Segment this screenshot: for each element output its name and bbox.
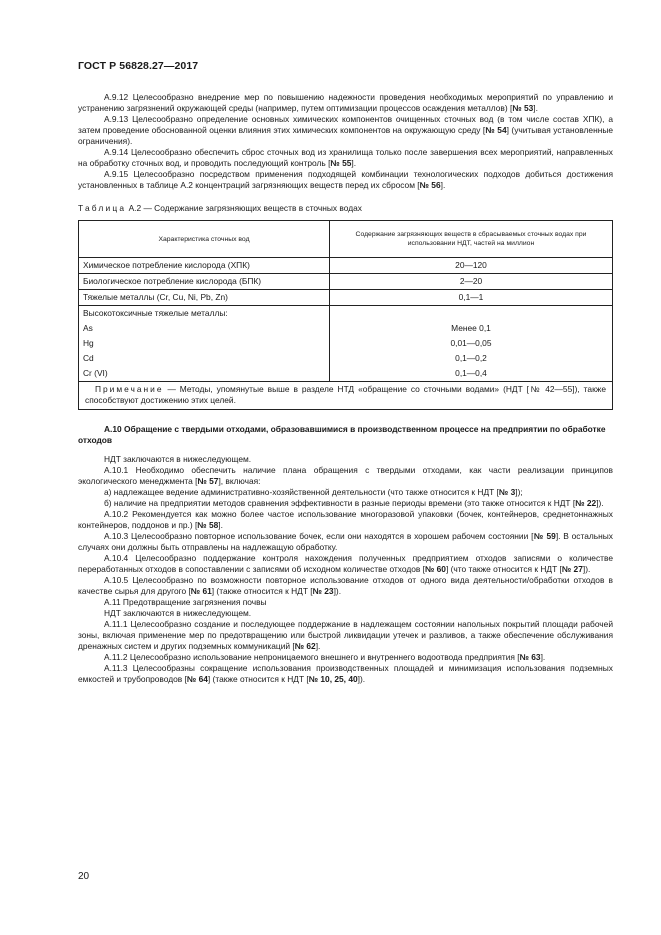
table-row — [79, 290, 613, 306]
table-cell-value: 2—20 — [330, 274, 613, 290]
pollutants-table — [78, 220, 613, 410]
table-note-text: — Методы, упомянутые выше в разделе НТД «обращение со сточными водами» (НДТ [№ 42—55]), также способствуют достижению этих целей. — [85, 384, 606, 405]
paragraph: НДТ заключаются в нижеследующем. — [104, 454, 252, 464]
paragraph-a10-3: А.10.3 Целесообразно повторное использование бочек, если они находятся в хорошем рабочем состоянии [№ 59]. В остальных случаях они должны быть отправлены на надлежащую обработку. — [78, 531, 613, 552]
table-cell-name: Hg — [79, 336, 330, 351]
table-cell-value: 0,1—0,2 — [330, 351, 613, 366]
paragraph-a9-13: А.9.13 Целесообразно определение основных химических компонентов очищенных сточных вод (в том числе состав ХПК), а затем проведение обоснованной оценки влияния этих химических компонентов на окружающую среду [№ 54] (учитывая установленные ограничения). — [78, 114, 613, 146]
table-header-characteristic: Характеристика сточных вод — [79, 221, 330, 258]
bottom-paragraphs — [78, 454, 613, 685]
table-row — [79, 321, 613, 336]
table-row — [79, 274, 613, 290]
section-title-a10: А.10 Обращение с твердыми отходами, образовавшимися в производственном процессе на предприятии по обработке отходов — [78, 424, 606, 445]
table-note — [79, 382, 613, 410]
table-cell-value: Менее 0,1 — [330, 321, 613, 336]
page-content — [78, 92, 613, 685]
table-row — [79, 351, 613, 366]
table-header-content: Содержание загрязняющих веществ в сбрасываемых сточных водах при использовании НДТ, частей на миллион — [330, 221, 613, 258]
paragraph: НДТ заключаются в нижеследующем. — [104, 608, 252, 618]
table-cell-name: Химическое потребление кислорода (ХПК) — [79, 258, 330, 274]
table-group-title-row — [79, 306, 613, 322]
table-cell-name: As — [79, 321, 330, 336]
table-group-title: Высокотоксичные тяжелые металлы: — [79, 306, 330, 322]
paragraph-a9-15: А.9.15 Целесообразно посредством применения подходящей комбинации технологических подходов добиться достижения установленных в таблице А.2 концентраций загрязняющих веществ перед их сбросом [№ 56]. — [78, 169, 613, 190]
table-caption-text: А.2 — Содержание загрязняющих веществ в сточных водах — [128, 203, 362, 213]
paragraph-a9-14: А.9.14 Целесообразно обеспечить сброс сточных вод из хранилища только после завершения всех мероприятий, направленных на обработку сточных вод, и проводить последующий контроль [№ 55]. — [78, 147, 613, 168]
table-cell-value: 0,1—1 — [330, 290, 613, 306]
table-caption-label: Таблица — [78, 203, 127, 213]
table-header-row — [79, 221, 613, 258]
table-cell-value: 0,01—0,05 — [330, 336, 613, 351]
list-item-b: б) наличие на предприятии методов сравнения эффективности в разные периоды времени (это также относится к НДТ [№ 22]). — [104, 498, 604, 508]
paragraph-a10-5: А.10.5 Целесообразно по возможности повторное использование отходов от одного вида деятельности/обработки отходов в качестве сырья для другого [№ 61] (также относится к НДТ [№ 23]). — [78, 575, 613, 596]
paragraph-a11-3: А.11.3 Целесообразны сокращение использования производственных площадей и минимизация использования подземных емкостей и трубопроводов [№ 64] (также относится к НДТ [№ 10, 25, 40]). — [78, 663, 613, 684]
document-header: ГОСТ Р 56828.27—2017 — [78, 60, 199, 72]
table-cell-name: Биологическое потребление кислорода (БПК) — [79, 274, 330, 290]
table-cell-name: Тяжелые металлы (Cr, Cu, Ni, Pb, Zn) — [79, 290, 330, 306]
table-caption — [78, 203, 613, 214]
paragraph-a9-12: А.9.12 Целесообразно внедрение мер по повышению надежности проведения необходимых мероприятий по управлению и устранению загрязнений окружающей среды (например, путем оптимизации процессов осаждения металлов) [№ 53]. — [78, 92, 613, 113]
paragraph-a10-1: А.10.1 Необходимо обеспечить наличие плана обращения с твердыми отходами, как части реализации принципов экологического менеджмента [№ 57], включая: — [78, 465, 613, 486]
list-item-a: а) надлежащее ведение административно-хозяйственной деятельности (что также относится к НДТ [№ 3]); — [104, 487, 523, 497]
table-note-row — [79, 382, 613, 410]
table-row — [79, 336, 613, 351]
table-cell-value: 0,1—0,4 — [330, 366, 613, 382]
top-paragraphs — [78, 92, 613, 191]
paragraph-a10-2: А.10.2 Рекомендуется как можно более частое использование многоразовой упаковки (бочек, контейнеров, среднетоннажных контейнеров, поддонов и пр.) [№ 58]. — [78, 509, 613, 530]
paragraph-a10-4: А.10.4 Целесообразно поддержание контроля нахождения полученных предприятием отходов записями о количестве переработанных отходов в сопоставлении с записями об исходном количестве отходов [№ 60] (что также относится к НДТ [№ 27]). — [78, 553, 613, 574]
paragraph-a11-2: А.11.2 Целесообразно использование непроницаемого внешнего и внутреннего водоотвода предприятия [№ 63]. — [104, 652, 546, 662]
paragraph-a11-1: А.11.1 Целесообразно создание и последующее поддержание в надлежащем состоянии напольных покрытий площади рабочей зоны, включая применение мер по предотвращению или быстрой ликвидации утечек и разливов, а также обеспечение обслуживания дренажных систем и других подземных коммуникаций [№ 62]. — [78, 619, 613, 651]
page-number: 20 — [78, 871, 90, 882]
table-row — [79, 258, 613, 274]
table-cell-name: Cr (VI) — [79, 366, 330, 382]
table-row — [79, 366, 613, 382]
table-cell-value: 20—120 — [330, 258, 613, 274]
table-cell-name: Cd — [79, 351, 330, 366]
section-title-a11: А.11 Предотвращение загрязнения почвы — [104, 597, 267, 607]
table-note-label: Примечание — [95, 384, 164, 394]
table-group-title-value — [330, 306, 613, 322]
